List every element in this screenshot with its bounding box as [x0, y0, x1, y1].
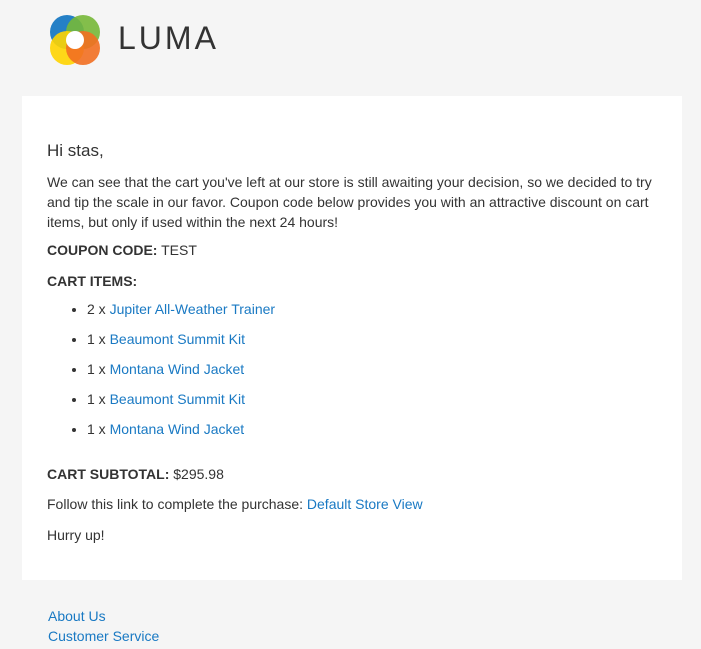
follow-text: Follow this link to complete the purchase:	[47, 496, 304, 512]
item-qty: 2 x	[87, 301, 106, 317]
item-qty: 1 x	[87, 361, 106, 377]
intro-paragraph: We can see that the cart you've left at our store is still awaiting your decision, so we decided to try and tip the scale in our favor. Coupon code below provides you with an attractive discount on cart items, but only if used within the next 24 hours!	[47, 174, 652, 230]
list-item	[87, 419, 275, 449]
subtotal-value: $295.98	[173, 466, 224, 482]
item-qty: 1 x	[87, 331, 106, 347]
item-link[interactable]: Montana Wind Jacket	[109, 421, 245, 437]
store-view-link[interactable]: Default Store View	[306, 496, 423, 512]
follow-line	[47, 494, 423, 514]
email-footer	[48, 606, 159, 646]
list-item	[87, 359, 275, 389]
list-item	[87, 299, 275, 329]
about-us-link[interactable]: About Us	[48, 608, 106, 624]
cart-items-label: CART ITEMS:	[47, 273, 138, 289]
coupon-line	[47, 240, 197, 260]
subtotal-line	[47, 464, 224, 484]
item-link[interactable]: Jupiter All-Weather Trainer	[109, 301, 276, 317]
item-link[interactable]: Montana Wind Jacket	[109, 361, 245, 377]
email-body	[22, 96, 682, 580]
item-qty: 1 x	[87, 421, 106, 437]
customer-service-link[interactable]: Customer Service	[48, 628, 160, 644]
list-item	[87, 329, 275, 359]
logo-wordmark: LUMA	[118, 20, 219, 56]
item-link[interactable]: Beaumont Summit Kit	[109, 391, 245, 407]
luma-logo-icon	[48, 13, 102, 67]
coupon-value: TEST	[161, 242, 197, 258]
hurry-text: Hurry up!	[47, 527, 105, 543]
item-qty: 1 x	[87, 391, 106, 407]
cart-items-list	[47, 299, 275, 449]
subtotal-label: CART SUBTOTAL:	[47, 466, 170, 482]
item-link[interactable]: Beaumont Summit Kit	[109, 331, 245, 347]
email-header	[0, 0, 701, 96]
list-item	[87, 389, 275, 419]
coupon-label: COUPON CODE:	[47, 242, 158, 258]
greeting: Hi stas,	[47, 141, 104, 160]
